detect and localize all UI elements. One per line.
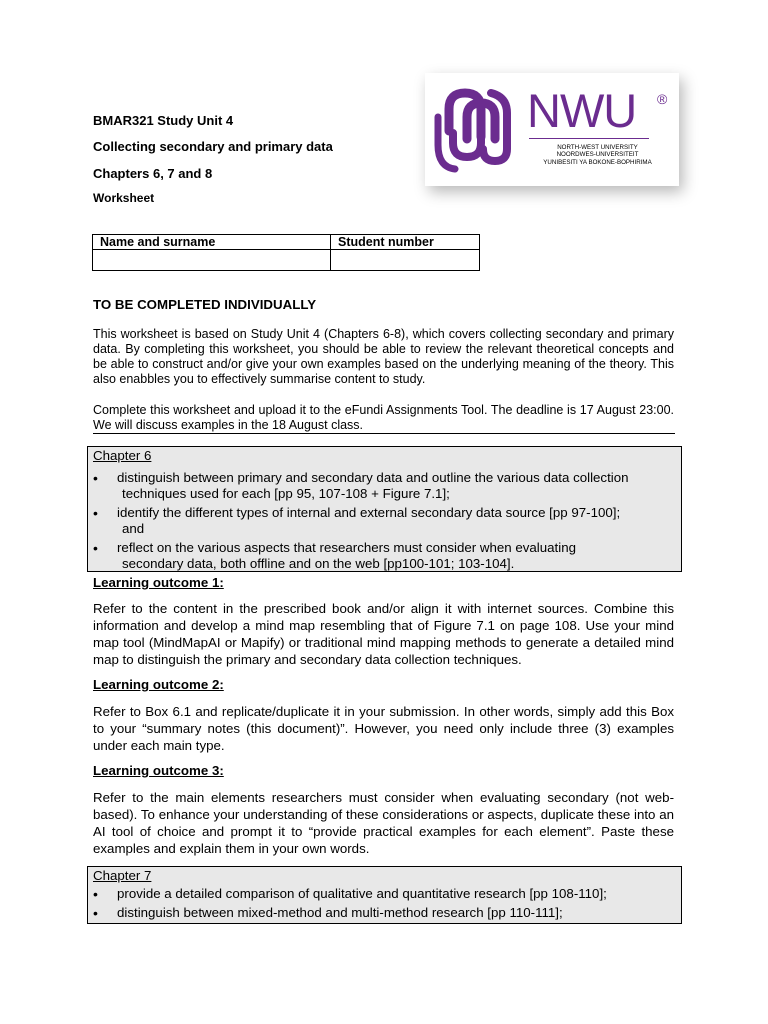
bullet-icon: • — [93, 905, 98, 921]
list-item — [93, 886, 675, 902]
list-item — [93, 470, 675, 502]
logo-line2: NOORDWES-UNIVERSITEIT — [556, 151, 639, 159]
learning-outcome-1-text: Refer to the content in the prescribed book and/or align it with internet sources. Combine this information and develop a mind map resembling that of Figure 7.1 on page 108. Use your mind map tool (MindMapAI or Mapify) or traditional mind mapping methods to generate a detailed mind map to distinguish the primary and secondary data collection techniques. — [93, 601, 674, 667]
list-item — [93, 905, 675, 921]
item-text: identify the different types of internal and external secondary data source [pp 97-100]; — [117, 505, 621, 520]
item-text: distinguish between mixed-method and multi-method research [pp 110-111]; — [117, 905, 563, 920]
item-text-cont: and — [122, 521, 145, 536]
section-heading: TO BE COMPLETED INDIVIDUALLY — [93, 297, 317, 312]
logo-line1: NORTH-WEST UNIVERSITY — [557, 144, 638, 151]
topic-title: Collecting secondary and primary data — [93, 139, 333, 154]
bullet-icon: • — [93, 886, 98, 902]
nwu-logo — [425, 73, 679, 186]
chapter6-box — [87, 446, 682, 572]
logo-wordmark: NWU — [527, 84, 637, 137]
chapter6-title: Chapter 6 — [93, 448, 152, 463]
name-input-cell[interactable] — [93, 250, 331, 271]
item-text-cont: techniques used for each [pp 95, 107-108 + Figure 7.1]; — [122, 486, 450, 501]
intro-paragraph: This worksheet is based on Study Unit 4 (Chapters 6-8), which covers collecting secondary and primary data. By completing this worksheet, you should be able to review the relevant theoretical concepts and be able to construct and/or give your own examples based on the underlying meaning of the theory. This also enabbles you to effectively summarise content to study. — [93, 327, 674, 386]
student-info-table — [92, 234, 480, 271]
chapter7-title: Chapter 7 — [93, 868, 152, 883]
list-item — [93, 540, 675, 572]
student-number-input-cell[interactable] — [331, 250, 480, 271]
item-text-cont: secondary data, both offline and on the web [pp100-101; 103-104]. — [122, 556, 515, 571]
learning-outcome-3-text: Refer to the main elements researchers must consider when evaluating secondary (not web-based). To enhance your understanding of these considerations or aspects, duplicate these into an AI tool of choice and prompt it to “provide practical examples for each element”. Paste these examples and explain them in your own words. — [93, 790, 674, 856]
item-text: provide a detailed comparison of qualitative and quantitative research [pp 108-110]; — [117, 886, 607, 901]
course-title: BMAR321 Study Unit 4 — [93, 113, 234, 128]
chapters-title: Chapters 6, 7 and 8 — [93, 166, 213, 181]
learning-outcome-1-label: Learning outcome 1: — [93, 575, 224, 590]
learning-outcome-2-label: Learning outcome 2: — [93, 677, 224, 692]
logo-line3: YUNIBESITI YA BOKONE-BOPHIRIMA — [543, 158, 652, 166]
learning-outcome-3-label: Learning outcome 3: — [93, 763, 224, 778]
item-text: distinguish between primary and secondary data and outline the various data collection — [117, 470, 629, 485]
name-header: Name and surname — [93, 235, 331, 250]
doc-type: Worksheet — [93, 191, 155, 205]
bullet-icon: • — [93, 505, 98, 521]
deadline-paragraph: Complete this worksheet and upload it to the eFundi Assignments Tool. The deadline is 17 August 23:00. We will discuss examples in the 18 August class. — [93, 403, 674, 432]
divider-line — [93, 433, 675, 434]
learning-outcome-2-text: Refer to Box 6.1 and replicate/duplicate it in your submission. In other words, simply add this Box to your “summary notes (this document)”. However, you need only include three (3) examples under each main type. — [93, 704, 674, 753]
bullet-icon: • — [93, 470, 98, 486]
item-text: reflect on the various aspects that researchers must consider when evaluating — [117, 540, 576, 555]
logo-divider — [529, 138, 649, 139]
registered-mark: ® — [657, 91, 668, 107]
student-number-header: Student number — [331, 235, 480, 250]
bullet-icon: • — [93, 540, 98, 556]
chapter7-box — [87, 866, 682, 924]
list-item — [93, 505, 675, 537]
